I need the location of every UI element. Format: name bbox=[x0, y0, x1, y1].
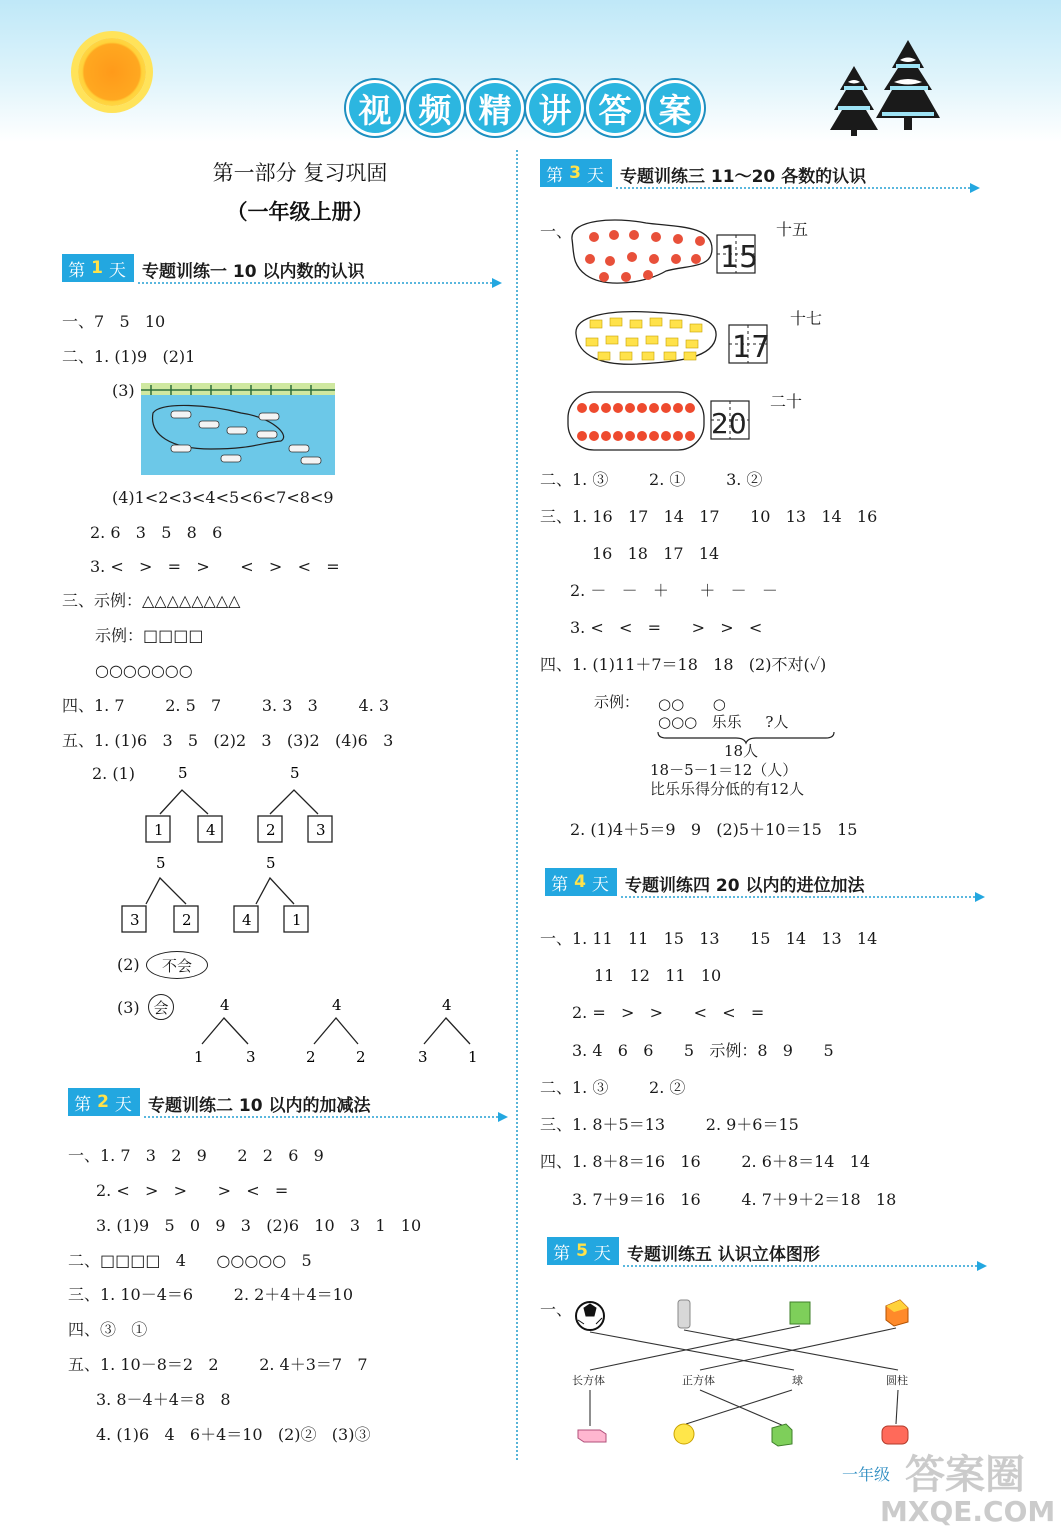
day-title: 专题训练四 20 以内的进位加法 bbox=[625, 876, 865, 896]
answer-line: 三、示例：△△△△△△△△ bbox=[62, 591, 241, 610]
answer-circle: 会 bbox=[148, 994, 174, 1020]
tree-top: 5 bbox=[266, 854, 276, 872]
answer-line: (3) bbox=[117, 998, 140, 1017]
tree-right: 3 bbox=[246, 1048, 256, 1066]
answer-line: 五、1. 10－8＝2 2 2. 4＋3＝7 7 bbox=[68, 1355, 368, 1374]
answer-line: 2. (1) bbox=[92, 764, 136, 783]
watermark-bottom: MXQE.COM bbox=[880, 1495, 1056, 1528]
answer-line: 3. (1)9 5 0 9 3 (2)6 10 3 1 10 bbox=[96, 1216, 422, 1235]
answer-line: 示例：□□□□ bbox=[95, 626, 204, 645]
tree-right: 1 bbox=[292, 911, 302, 929]
tree-left: 4 bbox=[242, 911, 252, 929]
tree-left: 2 bbox=[266, 821, 276, 839]
part-heading: 第一部分 复习巩固 bbox=[212, 161, 388, 185]
example-answer: 比乐乐得分低的有12人 bbox=[650, 780, 805, 798]
footer-grade: 一年级 bbox=[842, 1465, 891, 1484]
answer-line: 五、1. (1)6 3 5 (2)2 3 (3)2 (4)6 3 bbox=[62, 731, 394, 750]
example-row: ○○○ 乐乐 ?人 bbox=[658, 713, 789, 731]
answer-line: 2. = > > < < = bbox=[572, 1003, 765, 1022]
answer-line: 四、③ ① bbox=[68, 1320, 148, 1339]
tree-left: 1 bbox=[194, 1048, 204, 1066]
writing-grid bbox=[710, 400, 750, 440]
shape-label: 球 bbox=[792, 1374, 803, 1387]
day-badge: 第 1 天 bbox=[62, 254, 134, 282]
answer-line: (2) bbox=[117, 955, 140, 974]
answer-line: 一、7 5 10 bbox=[62, 312, 166, 331]
page-title bbox=[346, 80, 704, 136]
tree-right: 2 bbox=[182, 911, 192, 929]
answer-line: 4. (1)6 4 6＋4＝10 (2)② (3)③ bbox=[96, 1425, 371, 1444]
grade-heading: （一年级上册） bbox=[226, 200, 374, 224]
tree-right: 4 bbox=[206, 821, 216, 839]
column-divider bbox=[516, 150, 518, 1460]
answer-line: 11 12 11 10 bbox=[594, 966, 722, 985]
answer-line: 一、 bbox=[540, 222, 573, 241]
tree-left: 3 bbox=[130, 911, 140, 929]
tree-top: 5 bbox=[156, 854, 166, 872]
title-char: 视 bbox=[346, 80, 404, 136]
tree-right: 1 bbox=[468, 1048, 478, 1066]
tree-right: 3 bbox=[316, 821, 326, 839]
written-number: 17 bbox=[732, 330, 771, 365]
day-title: 专题训练五 认识立体图形 bbox=[627, 1245, 820, 1265]
chinese-number: 十七 bbox=[790, 309, 823, 328]
shape-matching bbox=[570, 1296, 920, 1448]
buttons-picture bbox=[568, 306, 718, 368]
answer-circle: 不会 bbox=[146, 951, 208, 979]
answer-line: 2. < > > > < = bbox=[96, 1181, 289, 1200]
answer-line: 3. 8－4＋4＝8 8 bbox=[96, 1390, 231, 1409]
title-char: 精 bbox=[466, 80, 524, 136]
answer-line: 一、1. 11 11 15 13 15 14 13 14 bbox=[540, 929, 878, 948]
answer-line: 二、□□□□ 4 ○○○○○ 5 bbox=[68, 1251, 312, 1270]
day-1-bar bbox=[62, 254, 502, 284]
balls-picture bbox=[566, 390, 706, 452]
written-number: 20 bbox=[711, 407, 747, 440]
day-5-bar bbox=[547, 1237, 987, 1267]
day-badge: 第 3 天 bbox=[540, 159, 612, 187]
answer-line: 2. 6 3 5 8 6 bbox=[90, 523, 223, 542]
answer-line: 三、1. 10－4＝6 2. 2＋4＋4＝10 bbox=[68, 1285, 354, 1304]
title-char: 讲 bbox=[526, 80, 584, 136]
answer-line: 16 18 17 14 bbox=[592, 544, 720, 563]
watermark bbox=[880, 1452, 1056, 1533]
answer-line: 四、1. 7 2. 5 7 3. 3 3 4. 3 bbox=[62, 696, 390, 715]
tree-top: 4 bbox=[220, 996, 230, 1014]
chinese-number: 十五 bbox=[776, 220, 809, 239]
answer-line: 3. 4 6 6 5 示例：8 9 5 bbox=[572, 1041, 834, 1060]
number-split-trees-4 bbox=[180, 994, 500, 1074]
answer-line: 二、1. ③ 2. ② bbox=[540, 1078, 686, 1097]
answer-line: ○○○○○○○ bbox=[95, 661, 193, 680]
answer-line: 四、1. 8＋8＝16 16 2. 6＋8＝14 14 bbox=[540, 1152, 871, 1171]
writing-grid bbox=[728, 324, 771, 365]
tree-top: 5 bbox=[178, 764, 188, 782]
number-split-trees bbox=[130, 760, 348, 940]
day-title: 专题训练三 11～20 各数的认识 bbox=[620, 167, 867, 187]
answer-line: 2. (1)4＋5＝9 9 (2)5＋10＝15 15 bbox=[570, 820, 858, 839]
shape-label: 正方体 bbox=[682, 1374, 715, 1387]
answer-line: 3. < > = > < > < = bbox=[90, 557, 340, 576]
watermark-top: 答案圈 bbox=[905, 1452, 1025, 1498]
answer-line: 一、1. 7 3 2 9 2 2 6 9 bbox=[68, 1146, 324, 1165]
day-title: 专题训练二 10 以内的加减法 bbox=[148, 1096, 371, 1116]
example-label: 示例： bbox=[594, 693, 640, 711]
writing-grid bbox=[716, 234, 759, 275]
tree-top: 5 bbox=[290, 764, 300, 782]
tree-top: 4 bbox=[442, 996, 452, 1014]
example-total: 18人 bbox=[724, 742, 759, 760]
sun-icon bbox=[78, 38, 146, 106]
answer-line: 二、1. ③ 2. ① 3. ② bbox=[540, 470, 763, 489]
answer-line: (4)1<2<3<4<5<6<7<8<9 bbox=[112, 488, 334, 507]
day-3-bar bbox=[540, 159, 980, 189]
written-number: 15 bbox=[720, 240, 759, 275]
answer-line: 二、1. (1)9 (2)1 bbox=[62, 347, 196, 366]
tree-left: 1 bbox=[154, 821, 164, 839]
example-row: ○○ ○ bbox=[658, 695, 726, 713]
title-char: 案 bbox=[646, 80, 704, 136]
day-badge: 第 5 天 bbox=[547, 1237, 619, 1265]
title-char: 频 bbox=[406, 80, 464, 136]
example-equation: 18－5－1＝12（人） bbox=[650, 761, 798, 779]
answer-line: 三、1. 16 17 14 17 10 13 14 16 bbox=[540, 507, 878, 526]
day-title: 专题训练一 10 以内数的认识 bbox=[142, 262, 365, 282]
answer-line: 一、 bbox=[540, 1300, 573, 1319]
chinese-number: 二十 bbox=[770, 392, 803, 411]
tree-right: 2 bbox=[356, 1048, 366, 1066]
tree-left: 3 bbox=[418, 1048, 428, 1066]
shape-label: 圆柱 bbox=[886, 1374, 908, 1387]
snow-trees-icon bbox=[826, 38, 946, 138]
answer-line: 3. < < = > > < bbox=[570, 618, 763, 637]
answer-line: 四、1. (1)11＋7＝18 18 (2)不对(✓) bbox=[540, 655, 827, 674]
flowers-picture bbox=[566, 215, 716, 287]
day-badge: 第 2 天 bbox=[68, 1088, 140, 1116]
answer-line: 3. 7＋9＝16 16 4. 7＋9＋2＝18 18 bbox=[572, 1190, 897, 1209]
answer-line: (3) bbox=[112, 381, 135, 400]
tree-left: 2 bbox=[306, 1048, 316, 1066]
day-2-bar bbox=[68, 1088, 508, 1118]
answer-line: 2. － － ＋ ＋ － － bbox=[570, 581, 778, 600]
shape-label: 长方体 bbox=[572, 1374, 605, 1387]
tree-top: 4 bbox=[332, 996, 342, 1014]
title-char: 答 bbox=[586, 80, 644, 136]
cars-picture bbox=[141, 383, 335, 475]
day-badge: 第 4 天 bbox=[545, 868, 617, 896]
day-4-bar bbox=[545, 868, 985, 898]
answer-line: 三、1. 8＋5＝13 2. 9＋6＝15 bbox=[540, 1115, 799, 1134]
